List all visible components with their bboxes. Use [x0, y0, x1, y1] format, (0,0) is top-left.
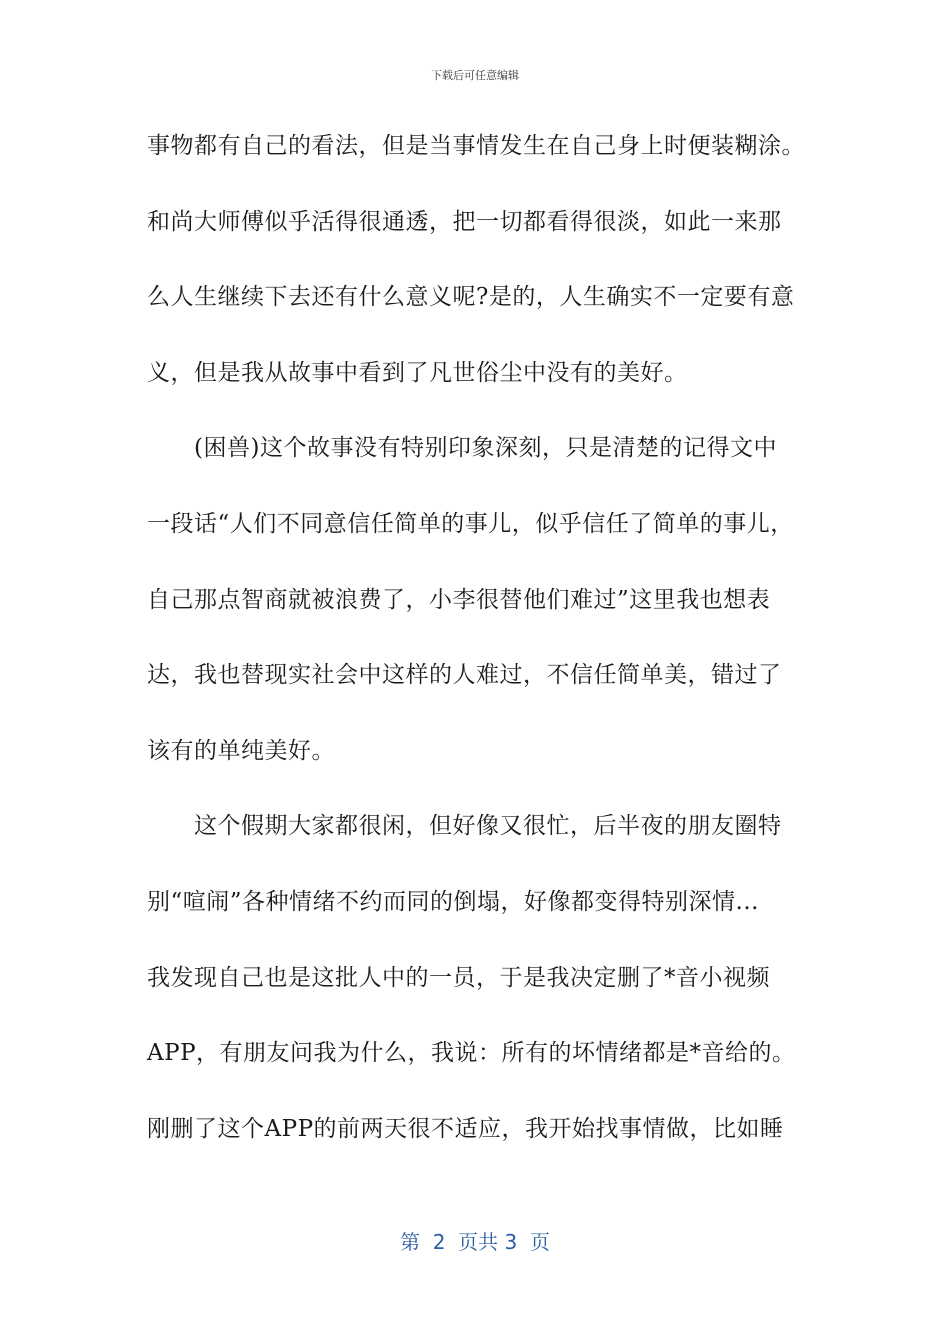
body-line: 刚删了这个APP的前两天很不适应，我开始找事情做，比如睡 — [147, 1115, 784, 1142]
body-line: 事物都有自己的看法，但是当事情发生在自己身上时便装糊涂。 — [147, 133, 805, 159]
body-line: APP，有朋友问我为什么，我说：所有的坏情绪都是*音给的。 — [147, 1040, 796, 1067]
body-line: 该有的单纯美好。 — [147, 737, 335, 764]
body-line: 一段话“人们不同意信任简单的事儿，似乎信任了简单的事儿， — [147, 510, 794, 537]
body-line: 达，我也替现实社会中这样的人难过，不信任简单美，错过了 — [147, 662, 782, 689]
body-line: 我发现自己也是这批人中的一员，于是我决定删了*音小视频 — [147, 964, 770, 991]
body-line: 自己那点智商就被浪费了，小李很替他们难过”这里我也想表 — [147, 586, 771, 613]
document-body — [147, 124, 817, 1182]
body-line: 和尚大师傅似乎活得很通透，把一切都看得很淡，如此一来那 — [147, 208, 782, 235]
page-number-footer: 第 2 页共 3 页 — [400, 1230, 550, 1254]
body-line: 么人生继续下去还有什么意义呢?是的，人生确实不一定要有意 — [147, 284, 795, 311]
body-line: 别“喧闹”各种情绪不约而同的倒塌，好像都变得特别深情... — [147, 888, 759, 915]
body-line: 义，但是我从故事中看到了凡世俗尘中没有的美好。 — [147, 359, 688, 386]
page-header: 下载后可任意编辑 — [431, 69, 519, 82]
paragraph-start-line: 这个假期大家都很闲，但好像又很忙，后半夜的朋友圈特 — [194, 813, 782, 840]
paragraph-start-line: (困兽)这个故事没有特别印象深刻，只是清楚的记得文中 — [194, 435, 777, 462]
